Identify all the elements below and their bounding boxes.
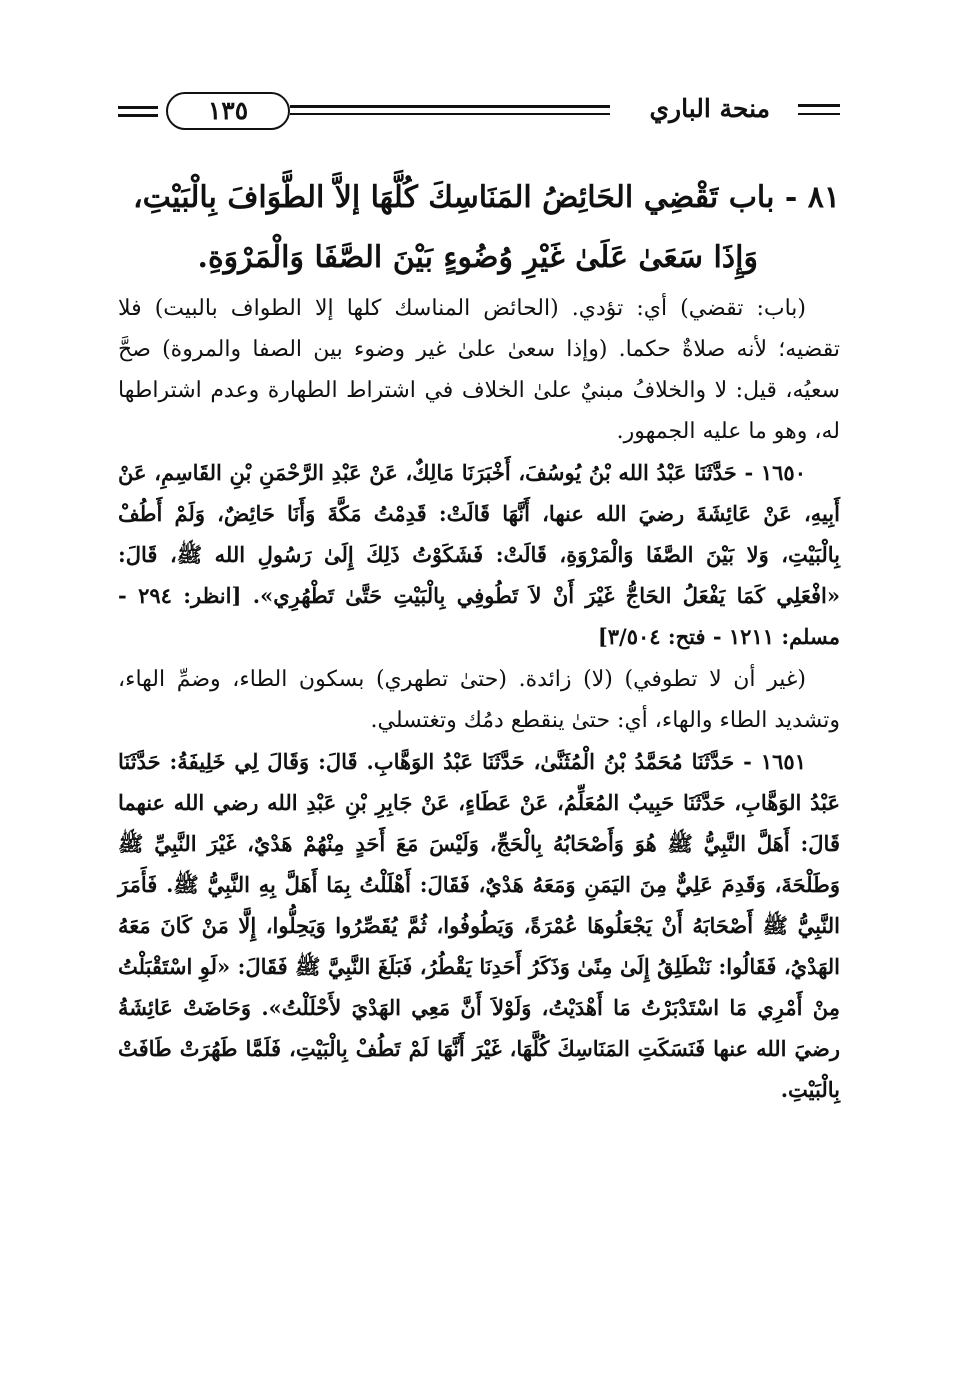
page-number: ١٣٥: [166, 92, 290, 130]
header-rule-right: [798, 113, 840, 115]
page-content: [118, 168, 840, 1110]
header-rule-middle: [290, 105, 610, 108]
page-header: [118, 92, 840, 142]
chapter-title-line2: وَإِذَا سَعَىٰ عَلَىٰ غَيْرِ وُضُوءٍ بَيْنَ الصَّفَا وَالْمَرْوَةِ.: [197, 240, 758, 275]
hadith-reference: [انظر: ٢٩٤ - مسلم: ١٢١١ - فتح: ٣/٥٠٤]: [118, 583, 840, 649]
book-title: منحة الباري: [649, 94, 770, 123]
hadith-text: ١٦٥٠ - حَدَّثَنَا عَبْدُ الله بْنُ يُوسُفَ، أَخْبَرَنَا مَالِكٌ، عَنْ عَبْدِ الرَّحْمَنِ بْنِ القَاسِمِ، عَنْ أَبِيهِ، عَنْ عَائِشَةَ رضيَ الله عنها، أَنَّهَا قَالَتْ: قَدِمْتُ مَكَّةَ وَأَنَا حَائِضٌ، وَلَمْ أَطُفْ بِالْبَيْتِ، وَلا بَيْنَ الصَّفَا وَالْمَرْوَةِ، قَالَتْ: فَشَكَوْتُ ذَلِكَ إِلَىٰ رَسُولِ الله ﷺ، قَالَ: «افْعَلِي كَمَا يَفْعَلُ الحَاجُّ غَيْرَ أَنْ لاَ تَطُوفِي بِالْبَيْتِ حَتَّىٰ تَطْهُرِي».: [118, 460, 841, 608]
hadith-text: ١٦٥١ - حَدَّثَنَا مُحَمَّدُ بْنُ الْمُثَنَّىٰ، حَدَّثَنَا عَبْدُ الوَهَّابِ. قَالَ: وَقَالَ لِي خَلِيفَةُ: حَدَّثَنَا عَبْدُ الوَهَّابِ، حَدَّثَنَا حَبِيبٌ المُعَلِّمُ، عَنْ عَطَاءٍ، عَنْ جَابِرِ بْنِ عَبْدِ الله رضي الله عنهما قَالَ: أَهَلَّ النَّبِيُّ ﷺ هُوَ وَأَصْحَابُهُ بِالْحَجِّ، وَلَيْسَ مَعَ أَحَدٍ مِنْهُمْ هَدْيٌ، غَيْرَ النَّبِيِّ ﷺ وَطَلْحَةَ، وَقَدِمَ عَلِيٌّ مِنَ اليَمَنِ وَمَعَهُ هَدْيٌ، فَقَالَ: أَهْلَلْتُ بِمَا أَهَلَّ بِهِ النَّبِيُّ ﷺ. فَأَمَرَ النَّبِيُّ ﷺ أَصْحَابَهُ أَنْ يَجْعَلُوهَا عُمْرَةً، وَيَطُوفُوا، ثُمَّ يُقَصِّرُوا وَيَحِلُّوا، إِلَّا مَنْ كَانَ مَعَهُ الهَدْيُ، فَقَالُوا: نَنْطَلِقُ إِلَىٰ مِنًىٰ وَذَكَرُ أَحَدِنَا يَقْطُرُ، فَبَلَغَ النَّبِيَّ ﷺ فَقَالَ: «لَوِ اسْتَقْبَلْتُ مِنْ أَمْرِي مَا اسْتَدْبَرْتُ مَا أَهْدَيْتُ، وَلَوْلاَ أَنَّ مَعِي الهَدْيَ لأَحْلَلْتُ». وَحَاضَتْ عَائِشَةُ رضيَ الله عنها فَنَسَكَتِ المَنَاسِكَ كُلَّهَا، غَيْرَ أَنَّهَا لَمْ تَطُفْ بِالْبَيْتِ، فَلَمَّا طَهُرَتْ طَافَتْ بِالْبَيْتِ.: [118, 749, 840, 1102]
header-rule-left: [118, 114, 158, 117]
hadith-1650: [118, 452, 840, 657]
chapter-heading: [118, 168, 840, 288]
header-rule-left: [118, 106, 158, 109]
header-rule-middle: [290, 113, 610, 115]
commentary-paragraph: (غير أن لا تطوفي) (لا) زائدة. (حتىٰ تطهري) بسكون الطاء، وضمِّ الهاء، وتشديد الطاء والهاء، أي: حتىٰ ينقطع دمُك وتغتسلي.: [118, 667, 840, 733]
chapter-title-line1: ٨١ - باب تَقْضِي الحَائِضُ المَنَاسِكَ كُلَّهَا إلاَّ الطَّوَافَ بِالْبَيْتِ،: [133, 180, 840, 215]
hadith-1651: [118, 741, 840, 1110]
header-rule-right: [798, 104, 840, 107]
commentary-paragraph: (باب: تقضي) أي: تؤدي. (الحائض المناسك كلها إلا الطواف بالبيت) فلا تقضيه؛ لأنه صلاةٌ حكما. (وإذا سعىٰ علىٰ غير وضوء بين الصفا والمروة) صحَّ سعيُه، قيل: لا والخلافُ مبنيٌ علىٰ الخلاف في اشتراط الطهارة وعدم اشتراطها له، وهو ما عليه الجمهور.: [118, 296, 840, 444]
